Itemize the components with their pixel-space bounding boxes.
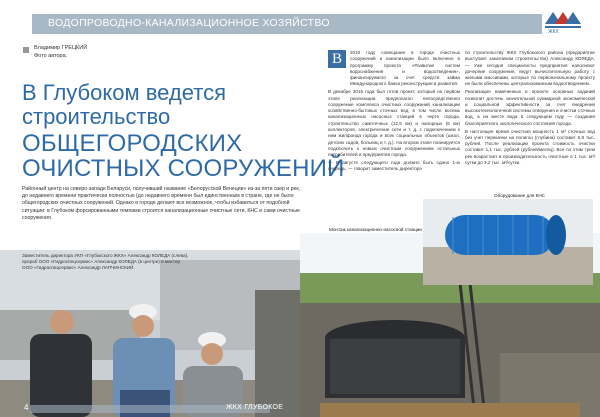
logo-label: ЖКХ [548, 29, 559, 35]
author-name: Владимир ГРЕЦКИЙ [34, 45, 88, 51]
title-line-1: В Глубоком ведется [22, 80, 227, 105]
title-line-2: строительство [22, 104, 171, 129]
workers-photo [0, 250, 300, 417]
paragraph: по строительству ЖКХ Глубокского района (предприятие выступает заказчиком строительства) Александр КОЛЕДА. — Уже сегодня специалисты предприятия наполняют дочерние сооружения, ведут вычислительную работу с жилыми массивами, которые по первоначальному проекту не были обеспечены централизованным водоотведением. [465, 50, 595, 87]
section-title: ВОДОПРОВОДНО-КАНАЛИЗАЦИОННОЕ ХОЗЯЙСТВО [48, 17, 330, 29]
drop-cap: В [328, 50, 346, 68]
construction-caption: Монтаж канализационно-насосной станции [329, 227, 422, 232]
paragraph: 2010 году совещание в городе очистных сооружений и канализации было включено в программу проекта «Развитие систем водоснабжения и водоотведения», финансируемого за счет средств займа Международного банка реконструкции и развития. [350, 50, 460, 87]
lead-paragraph: Районный центр на северо-западе Беларуси, получивший название «Белорусской Венеции» из-за пяти озер и рек, до недавнего времени практически полностью (до недавнего времени был единственным в стране, где не было общегородских очистных сооружений. Однако в городе делают все возможное, чтобы избавиться от подобной ситуации: в Глубоком форсированными темпами строится канализационные очистные сети, КНС и сами очистные сооружения. [22, 186, 301, 221]
tank-photo [423, 199, 593, 285]
photo-caption: Заместитель директора УКП «Глубокского ЖКХ» Александр КОЛЕДА (слева), прораб ООО «Гидроспецсервис» Александр КОЛЕДА (в центре) и мастер ООО «Гидроспецсервис» Александр ЛАПЧИНСКИЙ. [22, 253, 189, 271]
author-role: Фото автора. [34, 53, 68, 59]
paragraph: Реализация намеченных в проекте основных заданий позволит достичь значительной суммарной экономической и социальной эффективности за счет внедрения высокотехнологичной системы отведения и очистки сточных вод, а на месте вода в следующем году — создания благоприятного экологического состояния города. [465, 89, 595, 126]
paragraph: В декабре 2015 года был готов проект, который на первом этапе реализации предполагал непосредственно сооружение комплекса очистных сооружений канализации хозяйственно-бытовых сточных вод, в том числе восемь канализационных насосных станций в черте города, строительство самотечных (12,5 км) и напорных (6 км) коллекторов, электрические сети и т. д. с подключением к ним жилфонда города и всех социальных объектов (школ, детских садов, больниц и т. д.). На втором этапе планируется подключить к новым очистным сооружениям остальных потребителей и предприятия города. [328, 89, 460, 158]
article-column-1 [328, 50, 460, 174]
footer-text: ЖКХ ГЛУБОКОЕ [226, 404, 284, 411]
author-marker [23, 47, 29, 53]
paragraph: В настоящее время очистная мощность 1 м³ сточных вод без учет перекачки на полигон (глубина) составит 5,8 тыс. рублей. После реализации проекта стоимость очистки составит 1,1 тыс. рублей (рублей/месяц). Все по этим трем рек возрастает и производительность очистные в 1 тыс. м³/сутки до 3,2 тыс. м³/сутки. [465, 128, 595, 166]
title-line-3: ОБЩЕГОРОДСКИХ [22, 130, 243, 157]
title-line-4: ОЧИСТНЫХ СООРУЖЕНИЙ [22, 155, 345, 182]
page-number: 4 [24, 403, 29, 412]
header [0, 0, 600, 38]
tank-caption: Оборудование для КНС [494, 193, 545, 198]
article-column-2 [465, 50, 595, 168]
paragraph: — В августе следующего года должно быть сдано 1-ю очередь, — говорит заместитель директора [328, 160, 460, 172]
